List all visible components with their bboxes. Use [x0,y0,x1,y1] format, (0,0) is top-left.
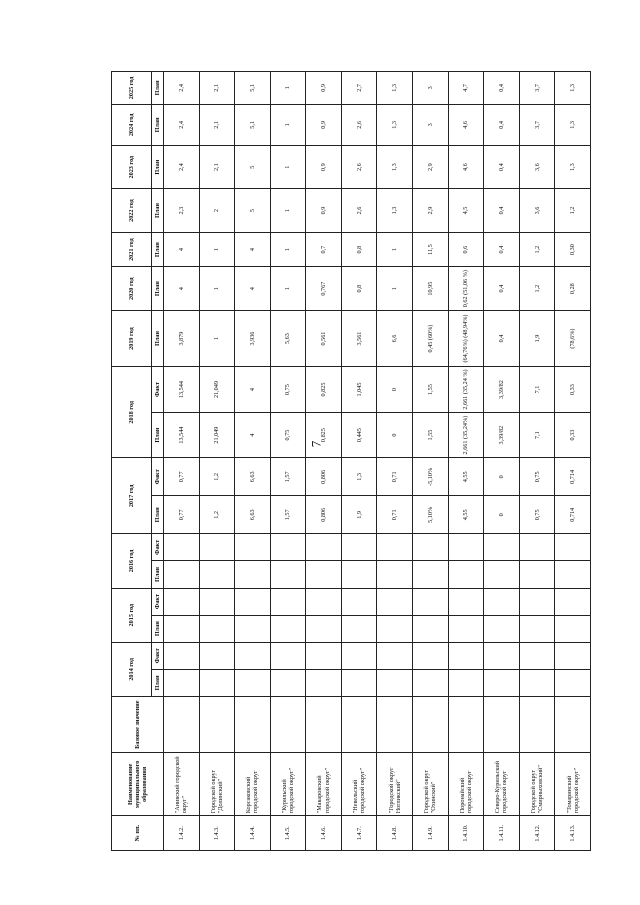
value-cell: 4,55 [448,458,484,496]
value-cell [448,669,484,696]
value-cell: 5,63 [270,310,306,366]
value-cell: 0,28 [555,267,591,310]
value-cell [235,615,271,642]
row-number: 1.4.10. [448,816,484,851]
value-cell: 0,75 [270,367,306,413]
value-cell: 0,71 [377,496,413,534]
value-cell [199,561,235,588]
municipality-name: Корсаковский городской округ [235,753,271,816]
base-value-cell [555,696,591,752]
value-cell [235,561,271,588]
base-value-cell [306,696,342,752]
value-cell: 1 [199,267,235,310]
value-cell: 1 [270,267,306,310]
value-cell: 0,4 [484,72,520,105]
value-cell: 2,3 [164,189,200,232]
col-header-year: 2023 год [112,145,152,188]
col-header-year: 2014 год [112,642,152,696]
value-cell: 5 [235,189,271,232]
col-header-year: 2019 год [112,310,152,366]
municipality-name: "Томаринский городской округ" [555,753,591,816]
value-cell: 3,39/82 [484,367,520,413]
value-cell: 0,4 [484,189,520,232]
value-cell [306,615,342,642]
value-cell [519,561,555,588]
value-cell [555,615,591,642]
value-cell [341,588,377,615]
table-row [199,72,235,851]
row-number: 1.4.13. [555,816,591,851]
value-cell [448,615,484,642]
base-value-cell [199,696,235,752]
municipality-name: "Невельский городской округ" [341,753,377,816]
value-cell: 0,75 [519,496,555,534]
value-cell: 0,825 [306,412,342,458]
value-cell: 0,4 [484,310,520,366]
value-cell: 1,3 [555,104,591,145]
municipality-name: Городской округ "Долинский" [199,753,235,816]
value-cell: 0,4 [484,267,520,310]
value-cell [555,669,591,696]
value-cell: 2,4 [164,72,200,105]
value-cell: 0,8 [341,267,377,310]
value-cell: 0,6 [448,232,484,267]
value-cell: 1,2 [199,458,235,496]
sub-header-plan: План [152,615,164,642]
value-cell [377,642,413,669]
value-cell: 2,661 (35,24 %) [448,367,484,413]
value-cell: 0,9 [306,104,342,145]
col-header-year: 2015 год [112,588,152,642]
value-cell [377,588,413,615]
sub-header-plan: План [152,412,164,458]
value-cell [377,534,413,561]
sub-header-plan: План [152,561,164,588]
value-cell: 1 [270,189,306,232]
value-cell [164,534,200,561]
value-cell: 6,63 [235,458,271,496]
value-cell [519,669,555,696]
table-row [377,72,413,851]
value-cell [448,588,484,615]
value-cell: 1 [377,232,413,267]
value-cell: 0,33 [555,412,591,458]
value-cell: 0,561 [306,310,342,366]
value-cell [413,669,449,696]
sub-header-plan: План [152,669,164,696]
value-cell [306,642,342,669]
value-cell: 1,9 [341,496,377,534]
value-cell [164,615,200,642]
value-cell: 1 [270,145,306,188]
value-cell: 1,57 [270,496,306,534]
value-cell [164,588,200,615]
value-cell: 7,1 [519,412,555,458]
value-cell: 6,6 [377,310,413,366]
value-cell: 0,4 [484,104,520,145]
table-row [555,72,591,851]
value-cell [306,588,342,615]
sub-header-plan: План [152,267,164,310]
value-cell: 0,9 [306,72,342,105]
value-cell [413,588,449,615]
value-cell: 0,71 [377,458,413,496]
sub-header-plan: План [152,189,164,232]
value-cell [413,615,449,642]
col-header-num: № пп. [112,816,164,851]
value-cell: 13,544 [164,367,200,413]
value-cell [413,534,449,561]
value-cell: 0,806 [306,458,342,496]
value-cell [270,642,306,669]
col-header-year: 2018 год [112,367,152,458]
value-cell: 11,5 [413,232,449,267]
value-cell: 0 [484,458,520,496]
col-header-year: 2022 год [112,189,152,232]
value-cell: 2 [199,189,235,232]
table-row [164,72,200,851]
value-cell [341,534,377,561]
value-cell: 2,1 [199,145,235,188]
table-row [306,72,342,851]
value-cell [199,615,235,642]
row-number: 1.4.3. [199,816,235,851]
col-header-base: Базовое значение [112,696,164,752]
value-cell: 4 [164,232,200,267]
value-cell [413,642,449,669]
indicator-table [111,71,591,851]
col-header-name: Наименование муниципального образования [112,753,164,816]
value-cell [341,669,377,696]
value-cell: 4 [235,412,271,458]
row-number: 1.4.12. [519,816,555,851]
value-cell: 13,544 [164,412,200,458]
value-cell: 0,7 [306,232,342,267]
value-cell: 0,9 [306,189,342,232]
value-cell: 2,6 [341,189,377,232]
value-cell: 0,806 [306,496,342,534]
value-cell: 3,7 [519,104,555,145]
value-cell [199,642,235,669]
sub-header-plan: План [152,72,164,105]
table-row [484,72,520,851]
value-cell: 0,714 [555,458,591,496]
col-header-year: 2025 год [112,72,152,105]
value-cell: 3,6 [519,189,555,232]
value-cell: 1,045 [341,367,377,413]
value-cell [164,561,200,588]
value-cell: 5,1 [235,72,271,105]
value-cell: 2,1 [199,72,235,105]
value-cell [270,561,306,588]
row-number: 1.4.9. [413,816,449,851]
sub-header-plan: План [152,496,164,534]
value-cell: 0 [377,367,413,413]
table-row [235,72,271,851]
page-number: 7 [308,440,324,448]
value-cell [235,669,271,696]
sub-header-plan: План [152,310,164,366]
value-cell: 1,57 [270,458,306,496]
value-cell: 5,10% [413,496,449,534]
sub-header-plan: План [152,104,164,145]
value-cell: (78,6%) [555,310,591,366]
row-number: 1.4.7. [341,816,377,851]
value-cell: 1,3 [555,145,591,188]
value-cell [555,561,591,588]
col-header-year: 2017 год [112,458,152,534]
value-cell: 1,2 [519,267,555,310]
value-cell: 0,4 [484,145,520,188]
table-row [341,72,377,851]
col-header-year: 2024 год [112,104,152,145]
value-cell: 0,62 (51,06 %) [448,267,484,310]
value-cell [555,588,591,615]
municipality-name: Северо-Курильский городской округ [484,753,520,816]
sub-header-fact: Факт [152,588,164,615]
municipality-name: "Курильский городской округ" [270,753,306,816]
value-cell [448,561,484,588]
value-cell: 1,2 [199,496,235,534]
value-cell [341,615,377,642]
base-value-cell [377,696,413,752]
value-cell: 3,6 [519,145,555,188]
value-cell: 0,33 [555,367,591,413]
sub-header-fact: Факт [152,458,164,496]
value-cell [199,534,235,561]
value-cell: (64,76%) (48,94%) [448,310,484,366]
value-cell [199,669,235,696]
value-cell: 1,3 [377,104,413,145]
municipality-name: Городской округ "Охинский" [413,753,449,816]
value-cell [519,615,555,642]
value-cell: 1,55 [413,412,449,458]
value-cell: 2,9 [413,145,449,188]
value-cell: 7,1 [519,367,555,413]
value-cell: 4,6 [448,104,484,145]
value-cell [555,642,591,669]
value-cell: 0 [377,412,413,458]
value-cell: 1,3 [377,145,413,188]
value-cell: 0,45 (60%) [413,310,449,366]
value-cell: 0,77 [164,458,200,496]
value-cell: 21,049 [199,367,235,413]
municipality-name: "Городской округ Ногликский" [377,753,413,816]
value-cell [235,534,271,561]
value-cell [484,642,520,669]
value-cell: 4,55 [448,496,484,534]
value-cell: 0,4 [484,232,520,267]
value-cell: 1,55 [413,367,449,413]
value-cell: 0 [484,496,520,534]
value-cell [519,588,555,615]
sub-header-plan: План [152,232,164,267]
value-cell: 0,77 [164,496,200,534]
value-cell: 3,7 [519,72,555,105]
value-cell [306,669,342,696]
value-cell [555,534,591,561]
value-cell: 0,75 [519,458,555,496]
value-cell [341,561,377,588]
value-cell: 4 [164,267,200,310]
value-cell [164,642,200,669]
value-cell [484,669,520,696]
row-number: 1.4.2. [164,816,200,851]
value-cell: 6,63 [235,496,271,534]
value-cell: 1 [377,267,413,310]
value-cell [519,642,555,669]
value-cell: 4,6 [448,145,484,188]
base-value-cell [413,696,449,752]
value-cell: 2,4 [164,104,200,145]
table-row [448,72,484,851]
base-value-cell [270,696,306,752]
value-cell [519,534,555,561]
value-cell [164,669,200,696]
table-row [519,72,555,851]
rotated-table-container [111,71,591,851]
col-header-year: 2020 год [112,267,152,310]
sub-header-fact: Факт [152,534,164,561]
value-cell: 5,1 [235,104,271,145]
table-row [413,72,449,851]
sub-header-fact: Факт [152,642,164,669]
value-cell [306,561,342,588]
value-cell: 0,714 [555,496,591,534]
municipality-name: "Анивский городской округ" [164,753,200,816]
value-cell: 1,9 [519,310,555,366]
value-cell [270,588,306,615]
value-cell: 3 [413,104,449,145]
value-cell: 4 [235,267,271,310]
value-cell [199,588,235,615]
value-cell: 1,3 [555,72,591,105]
row-number: 1.4.8. [377,816,413,851]
value-cell: 4,5 [448,189,484,232]
value-cell [448,642,484,669]
value-cell: 10,95 [413,267,449,310]
value-cell [377,669,413,696]
value-cell [270,669,306,696]
col-header-year: 2021 год [112,232,152,267]
value-cell: 2,6 [341,104,377,145]
value-cell [377,561,413,588]
value-cell: 5 [235,145,271,188]
value-cell: 4 [235,367,271,413]
value-cell: 21,049 [199,412,235,458]
table-row [270,72,306,851]
value-cell [235,588,271,615]
value-cell: 1 [270,72,306,105]
value-cell [484,534,520,561]
value-cell: 3,39/82 [484,412,520,458]
value-cell [484,615,520,642]
base-value-cell [519,696,555,752]
value-cell [484,588,520,615]
value-cell: 1,2 [519,232,555,267]
value-cell: 1 [270,104,306,145]
base-value-cell [484,696,520,752]
value-cell: 2,661 (35,24%) [448,412,484,458]
value-cell: 0,825 [306,367,342,413]
value-cell: 4,7 [448,72,484,105]
municipality-name: Городской округ "Смирныховский" [519,753,555,816]
value-cell: 3,879 [164,310,200,366]
value-cell: 1,3 [377,189,413,232]
value-cell: 1 [199,310,235,366]
base-value-cell [164,696,200,752]
value-cell: 1 [199,232,235,267]
base-value-cell [448,696,484,752]
col-header-year: 2016 год [112,534,152,588]
row-number: 1.4.5. [270,816,306,851]
value-cell: 1,3 [377,72,413,105]
value-cell: 1 [270,232,306,267]
value-cell: 0,8 [341,232,377,267]
value-cell: 1,3 [341,458,377,496]
value-cell: 3,561 [341,310,377,366]
row-number: 1.4.6. [306,816,342,851]
value-cell: -5,10% [413,458,449,496]
value-cell [270,534,306,561]
value-cell [235,642,271,669]
municipality-name: "Макаровский городской округ" [306,753,342,816]
value-cell: 3,936 [235,310,271,366]
value-cell: 2,4 [164,145,200,188]
row-number: 1.4.4. [235,816,271,851]
value-cell [270,615,306,642]
value-cell: 3 [413,72,449,105]
value-cell: 1,2 [555,189,591,232]
value-cell [448,534,484,561]
value-cell [413,561,449,588]
sub-header-plan: План [152,145,164,188]
sub-header-fact: Факт [152,367,164,413]
value-cell [341,642,377,669]
value-cell [484,561,520,588]
value-cell [377,615,413,642]
base-value-cell [341,696,377,752]
value-cell: 2,9 [413,189,449,232]
value-cell: 2,6 [341,145,377,188]
base-value-cell [235,696,271,752]
value-cell: 2,1 [199,104,235,145]
municipality-name: Поронайский городской округ [448,753,484,816]
value-cell: 0,767 [306,267,342,310]
value-cell: 2,7 [341,72,377,105]
value-cell [306,534,342,561]
value-cell: 0,30 [555,232,591,267]
row-number: 1.4.11. [484,816,520,851]
value-cell: 0,75 [270,412,306,458]
value-cell: 0,445 [341,412,377,458]
value-cell: 4 [235,232,271,267]
value-cell: 0,9 [306,145,342,188]
